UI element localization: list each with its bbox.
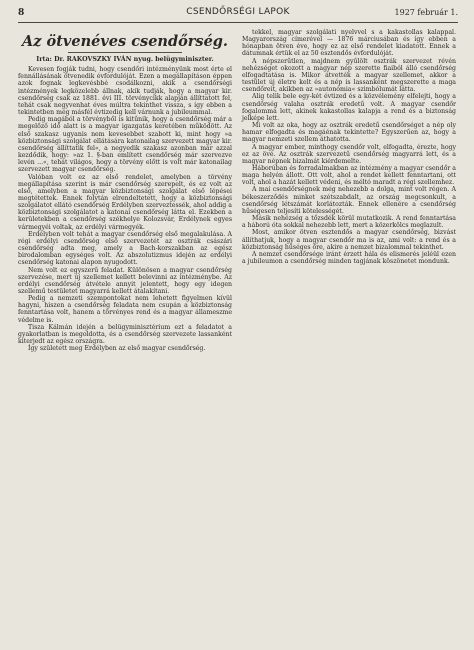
running-head: CSENDŐRSÉGI LAPOK [186, 7, 290, 17]
page-number: 8 [18, 8, 25, 18]
paragraph: A mai csendőrségnek még nehezebb a dolga, mint volt régen. A békeszerződés minket szétszabdalt, az ország megcsonkult, a csendőrség létszámát korlátozták. Ennek ellenére a csendőrség hűségesen teljesíti kötelességét. [242, 186, 456, 215]
paragraph: Alig telik bele egy-két évtized és a közvélemény elfelejti, hogy a csendőrség valaha osztrák eredetű volt. A magyar csendőr fogalommá lett, akinek kakastollas kalapja a rend és a biztonság jelképe lett. [242, 93, 456, 122]
paragraph: Tisza Kálmán idején a belügyminisztérium ezt a feladatot a gyakorlatban is megoldotta, és a csendőrség szervezete lassanként kiterjedt az egész országra. [18, 323, 232, 346]
paragraph: Kevesen fogják tudni, hogy csendőri intézményünk most érte el fennállásának ötvenedik évfordulóját. Ezen a megállapításon éppen azok fognak legkevésbbé csodálkozni, akik a csendőrségi intézmények legközelebb állnak, akik tudják, hogy a magyar kir. csendőrség csak az 1881. évi III. törvénycikk alapján állíttatott fel, tehát csak negyvenhat éves múltra tekinthet vissza, s így ebben a tekintetben még másfél évtizedig kell várnunk a jubileummal. [18, 66, 232, 117]
left-column [18, 29, 232, 352]
paragraph: Most, amikor ötven esztendős a magyar csendőrség, bizvást állíthatjuk, hogy a magyar csendőr ma is az, ami volt: a rend és a közbiztonság hűséges őre, akire a nemzet bizalommal tekinthet. [242, 229, 456, 251]
paragraph: Így született meg Erdélyben az első magyar csendőrség. [28, 345, 206, 353]
paragraph: A magyar ember, minthogy csendőr volt, elfogadta, érezte, hogy ez az övé. Az osztrák szervezetű csendőrség magyarrá lett, és a magyar népnek bizalmát kiérdemelte. [242, 143, 456, 165]
page-header [18, 6, 458, 20]
title-rule [68, 52, 182, 53]
article-columns [18, 29, 458, 352]
paragraph: Pedig magából a törvényből is kitűnik, hogy a csendőrség már a megelőző idő alatt is a magyar igazgatás keretében működött. Az első szakasz ugyanis nem kevesebbet szabott ki, mint hogy »a közbiztonsági szolgálat ellátására katonailag szervezett magyar kir. csendőrség állíttatik fel«, a negyedik szakasz azonban már azzal kezdődik, hogy: »az 1. §-ban említett csendőrség már szervezve levén ...«, tehát világos, hogy a törvény előtt is volt már katonailag szervezett magyar csendőrség. [18, 116, 232, 174]
article-byline: Irta: Dr. RAKOVSZKY IVÁN nyug. belügyminiszter. [36, 56, 214, 63]
paragraph: Másik nehézség a tőzsdék körül mutatkozik. A rend fenntartása a háború óta sokkal nehezebb lett, mert a közerkölcs meglazult. [242, 215, 456, 230]
paragraph: A nemzet csendőrsége iránt érzett hála és elismerés jeléül ezen a jubileumon a csendőrség minden tagjának köszönetet mondunk. [242, 250, 456, 265]
right-column [242, 29, 456, 352]
paragraph: Háborúban és forradalmakban az intézmény a magyar csendőr a maga helyén állott. Ott volt, ahol a rendet kellett fenntartani, ott volt, ahol a hazát kellett védeni, és méltó maradt a régi szellemhez. [242, 164, 456, 187]
paragraph: A népszerűtlen, majdnem gyűlölt osztrák szervezet révén nehézséget okozott a magyar nép szerette fiaiból álló csendőrség elfogadtatása is. Mikor átvették a magyar szellemet, akkor a testület új életre kelt és a nép is lassanként megszerette a maga csendőreit, akikben az »autonómia« szimbólumát látta. [242, 57, 456, 94]
article-title: Az ötvenéves csendőrség. [22, 33, 228, 50]
paragraph: Valóban volt ez az első rendelet, amelyben a törvény megállapítása szerint is már csendőrség szerepelt, és ez volt az első, amelyben a magyar közbiztonsági szolgálat első lépései megtétettek. Ennek folytán elrendeltetett, hogy a közbiztonsági szolgálatot ellátó csendőrség Erdélyben szerveztessék, ahol addig a közbiztonsági szolgálatot a katonai csendőrség látta el. Ezekben a kerületekben a csendőrség székhelye Kolozsvár, Erdélynek egyes vármegyéi voltak, az erdélyi vármegyék. [18, 173, 232, 231]
issue-date: 1927 február 1. [394, 8, 458, 17]
paragraph: Mi volt az oka, hogy az osztrák eredetű csendőrséget a nép oly hamar elfogadta és magáénak tekintette? Egyszerűen az, hogy a magyar nemzeti szellem áthatotta. [242, 122, 456, 144]
paragraph: Erdélyben volt tehát a magyar csendőrség első megalakulása. A régi erdélyi csendőrség első szervezetét az osztrák császári csendőrség adta meg, amely a Bach-korszakban az egész birodalomban egységes volt. Az abszolutizmus idején az erdélyi csendőrség katonai alapon nyugodott. [18, 230, 232, 267]
header-rule [18, 22, 458, 23]
paragraph: Nem volt ez egyszerű feladat. Különösen a magyar csendőrség szervezése, mert új szellemet kellett belevinni az intézménybe. Az erdélyi csendőrség átvétele annyit jelentett, hogy egy idegen szellemű testületet magyarrá kellett átalakítani. [18, 266, 232, 295]
paragraph: Pedig a nemzeti szempontokat nem lehetett figyelmen kívül hagyni, hiszen a csendőrség feladata nem csupán a közbiztonság fenntartása volt, hanem a törvényes rend és a magyar állameszme védelme is. [18, 295, 232, 324]
paragraph: tekkel, magyar szolgálati nyelvvel s a kakastollas kalappal. Magyarország címerével — 1876 márciusában és így ebben a hónapban ötven éve, hogy ez az első rendelet kiadatott. Ennek a dátumnak értük el az 50 esztendős évfordulóját. [242, 29, 456, 58]
